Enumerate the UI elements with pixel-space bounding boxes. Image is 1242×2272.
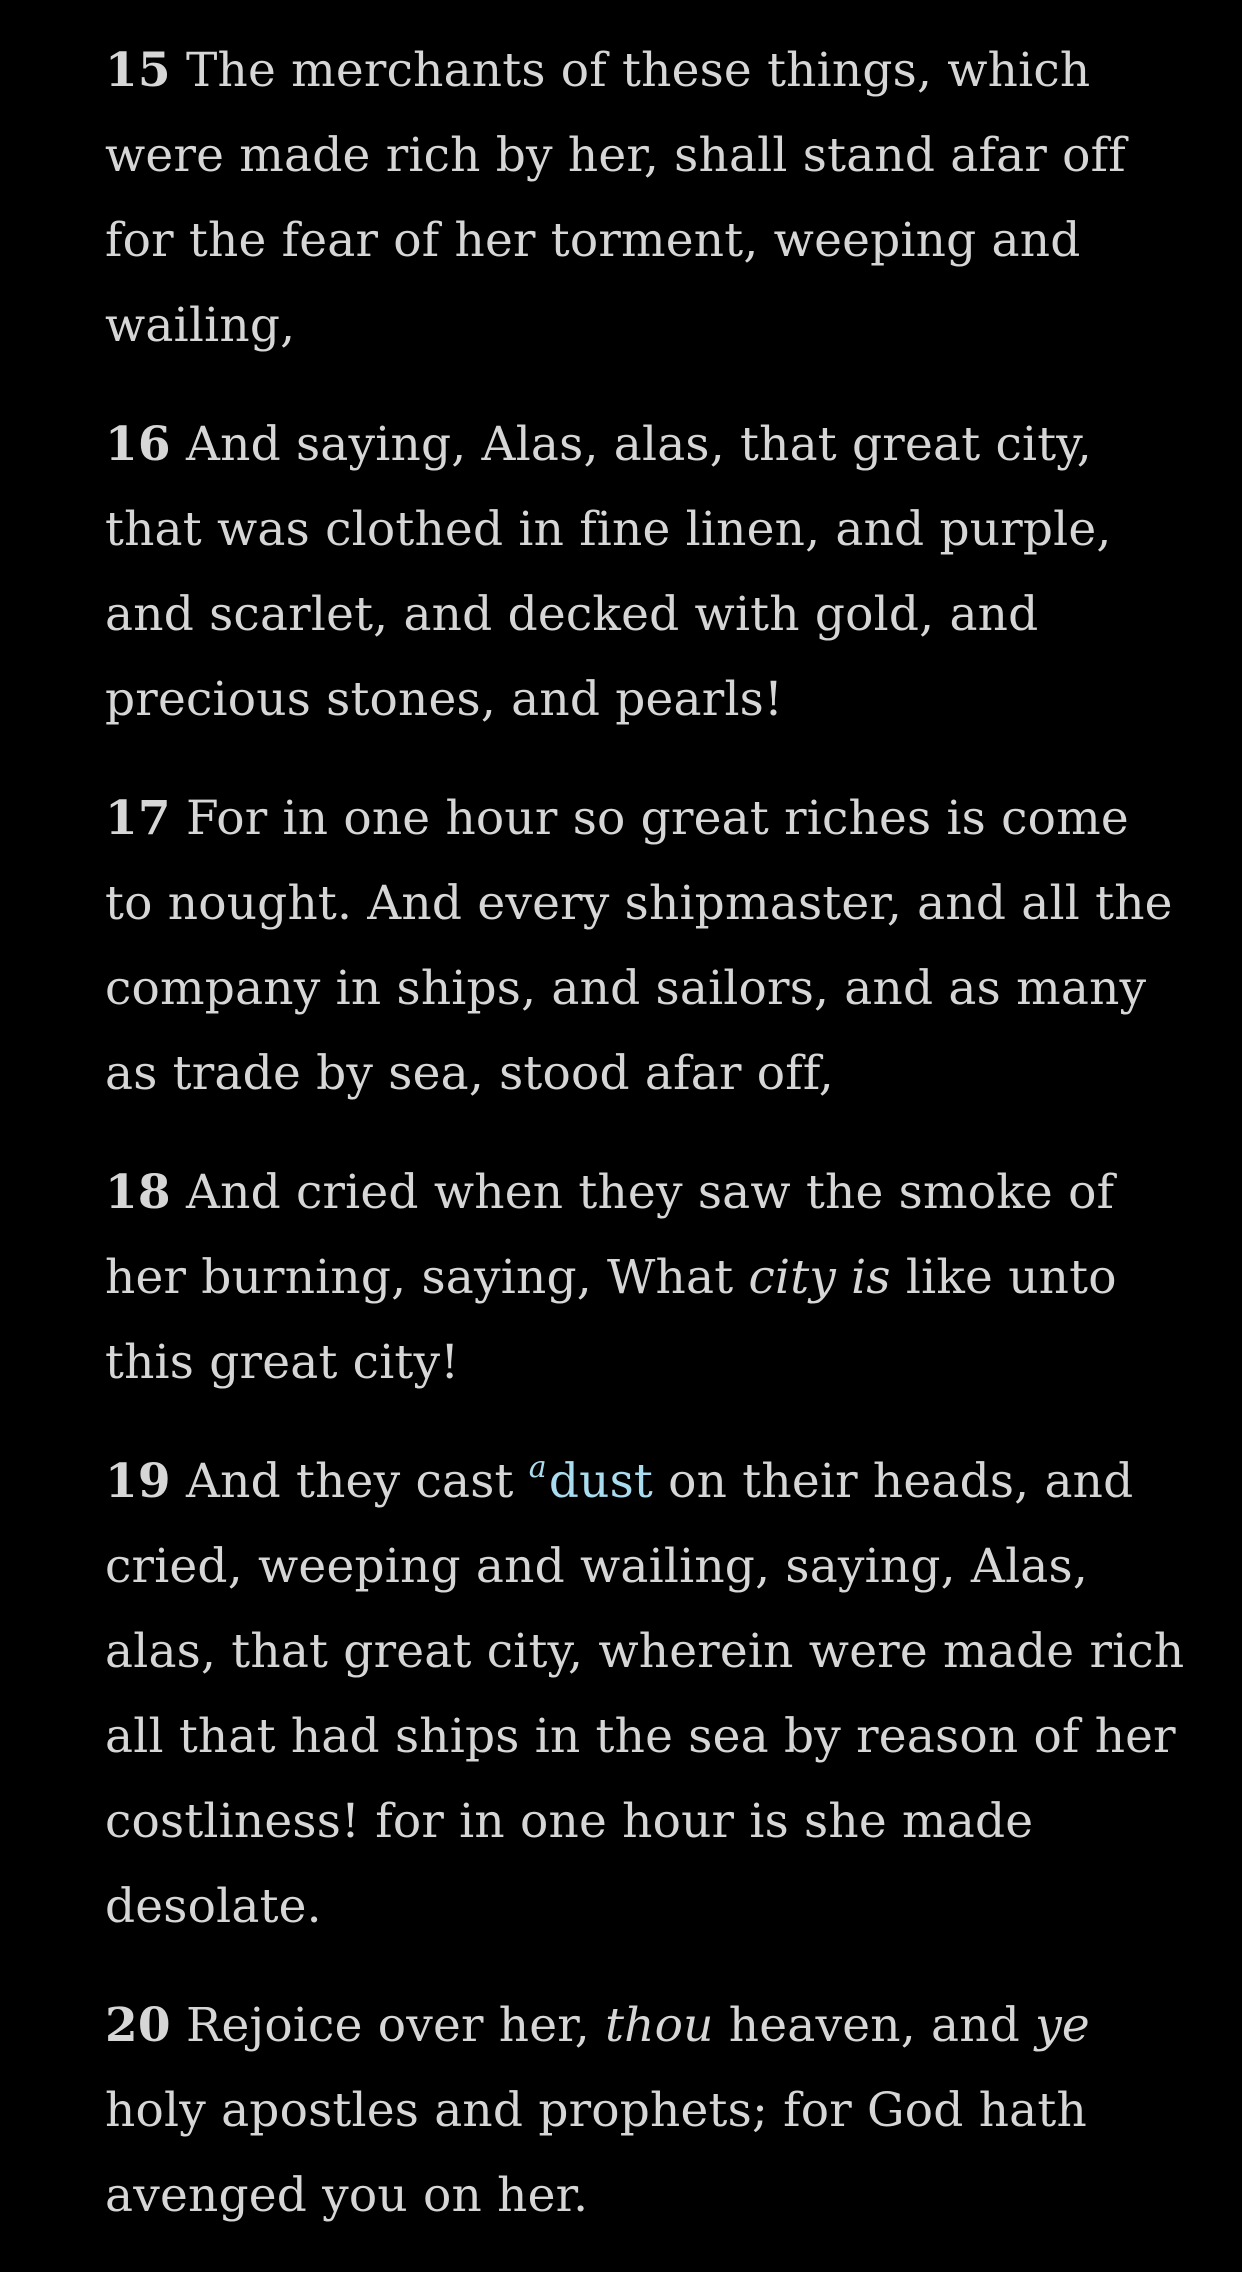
verse-text: And saying, Alas, alas, that great city, that was clothed in fine linen, and purple, and scarlet, and decked with gold, and precious stones, and pearls! (105, 417, 1112, 727)
verse-text: holy apostles and prophets; for God hath avenged you on her. (105, 2083, 1087, 2223)
verse-19[interactable] (105, 1439, 1185, 1949)
verse-text: like unto this great city! (105, 1250, 1117, 1390)
verse-20[interactable] (105, 1983, 1185, 2238)
verse-text: For in one hour so great riches is come to nought. And every shipmaster, and all the company in ships, and sailors, and as many as trade by sea, stood afar off, (105, 791, 1173, 1101)
footnote-link-dust[interactable] (528, 1450, 654, 1509)
chapter-text (105, 28, 1185, 2272)
verse-number: 20 (105, 1998, 171, 2053)
verse-number: 16 (105, 417, 171, 472)
verse-text: And they cast (185, 1454, 514, 1509)
verse-number: 19 (105, 1454, 171, 1509)
italic-supplied-words: city is (748, 1250, 891, 1305)
italic-supplied-words: ye (1035, 1998, 1090, 2053)
verse-text: on their heads, and cried, weeping and wailing, saying, Alas, alas, that great city, wherein were made rich all that had ships in the sea by reason of her costliness! for in one hour is she made desolate. (105, 1454, 1185, 1934)
verse-number: 17 (105, 791, 171, 846)
footnote-marker[interactable]: a (528, 1450, 547, 1485)
verse-text: And cried when they saw the smoke of her burning, saying, What (105, 1165, 1115, 1305)
verse-number: 15 (105, 43, 171, 98)
footnote-word[interactable]: dust (548, 1454, 654, 1509)
italic-supplied-words: thou (605, 1998, 714, 2053)
verse-15[interactable] (105, 28, 1185, 368)
verse-17[interactable] (105, 776, 1185, 1116)
verse-16[interactable] (105, 402, 1185, 742)
verse-text: The merchants of these things, which were made rich by her, shall stand afar off for the fear of her torment, weeping and wailing, (105, 43, 1126, 353)
verse-text: heaven, and (728, 1998, 1020, 2053)
verse-text: Rejoice over her, (185, 1998, 590, 2053)
verse-18[interactable] (105, 1150, 1185, 1405)
verse-number: 18 (105, 1165, 171, 1220)
